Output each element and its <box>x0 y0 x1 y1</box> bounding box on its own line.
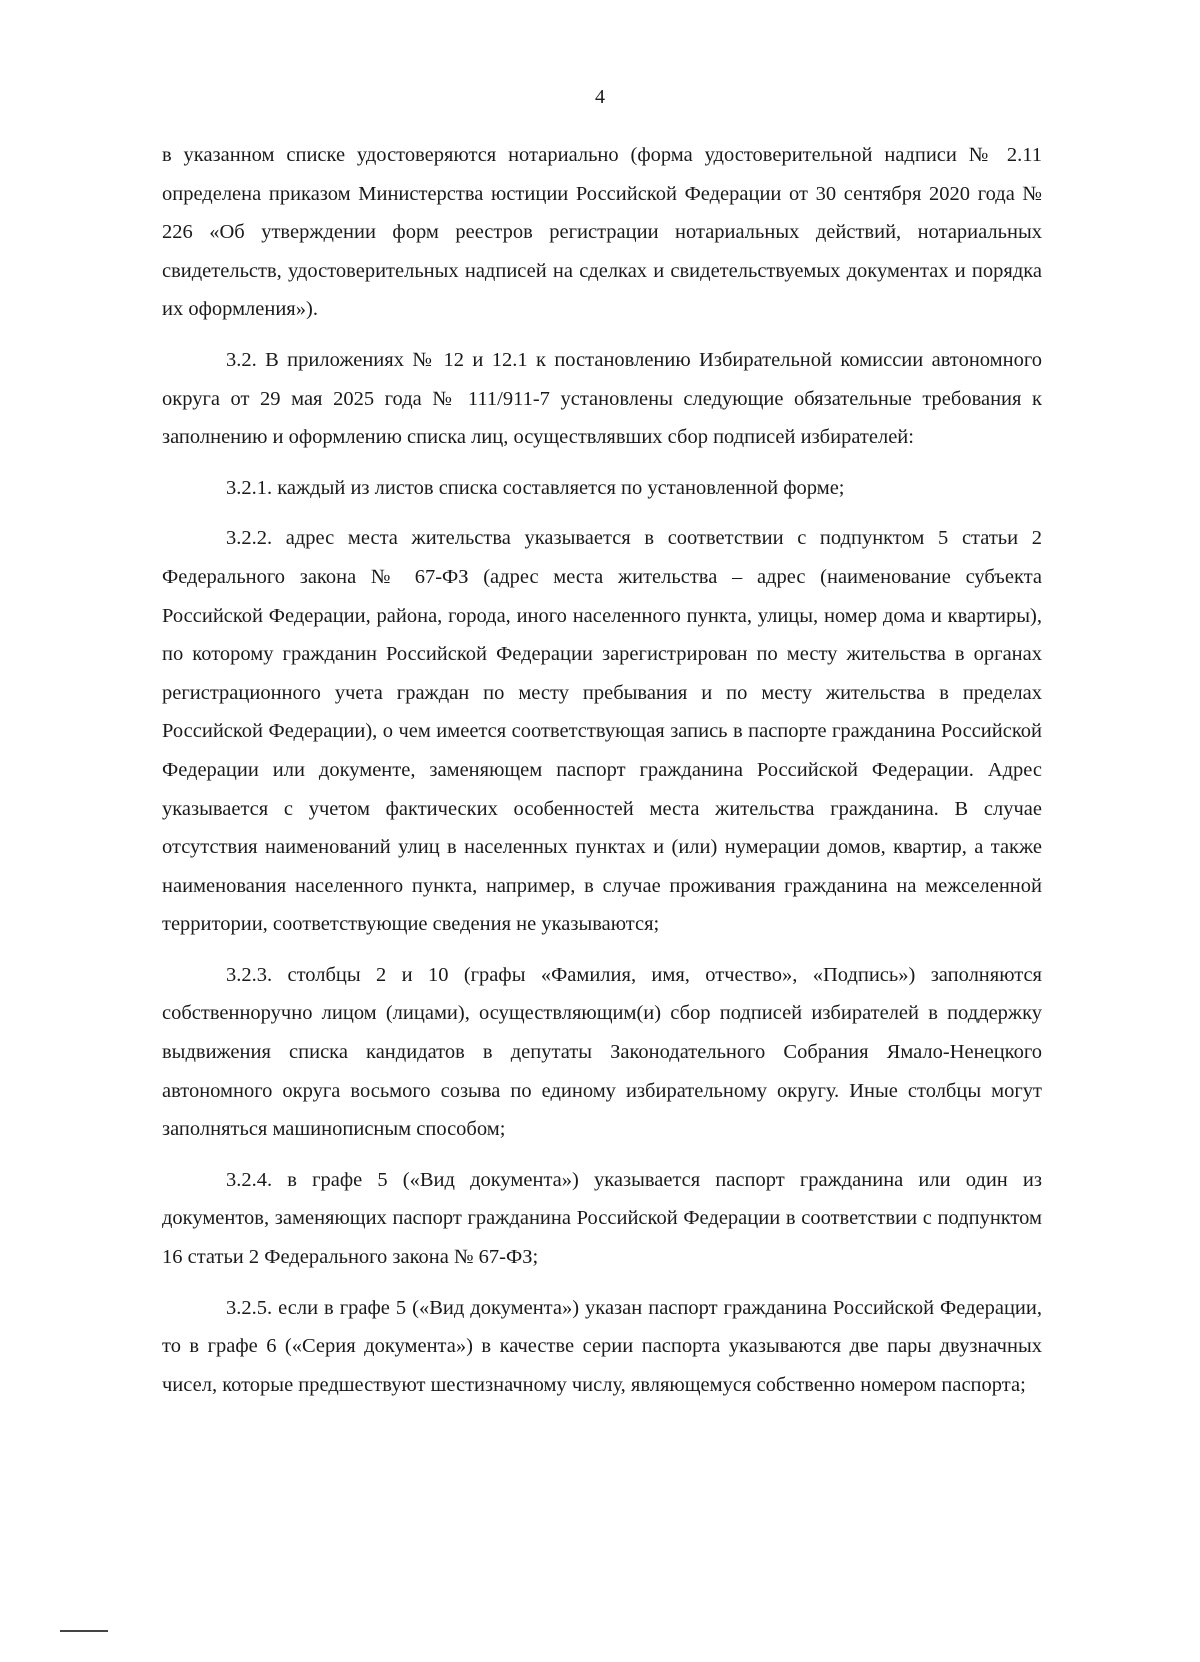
page-number: 4 <box>595 86 605 108</box>
footer-divider <box>60 1630 108 1632</box>
paragraph-3-2-3: 3.2.3. столбцы 2 и 10 (графы «Фамилия, имя, отчество», «Подпись») заполняются собственноручно лицом (лицами), осуществляющим(и) сбор подписей избирателей в поддержку выдвижения списка кандидатов в депутаты Законодательного Собрания Ямало-Ненецкого автономного округа восьмого созыва по единому избирательному округу. Иные столбцы могут заполняться машинописным способом; <box>162 963 1042 1141</box>
paragraph-3-2-2: 3.2.2. адрес места жительства указывается в соответствии с подпунктом 5 статьи 2 Федерального закона № 67-ФЗ (адрес места жительства – адрес (наименование субъекта Российской Федерации, района, города, иного населенного пункта, улицы, номер дома и квартиры), по которому гражданин Российской Федерации зарегистрирован по месту жительства в органах регистрационного учета граждан по месту пребывания и по месту жительства в пределах Российской Федерации), о чем имеется соответствующая запись в паспорте гражданина Российской Федерации или документе, заменяющем паспорт гражданина Российской Федерации. Адрес указывается с учетом фактических особенностей места жительства гражданина. В случае отсутствия наименований улиц в населенных пунктах и (или) нумерации домов, квартир, а также наименования населенного пункта, например, в случае проживания гражданина на межселенной территории, соответствующие сведения не указываются; <box>162 527 1042 936</box>
document-body <box>162 136 1042 1416</box>
paragraph-3-2: 3.2. В приложениях № 12 и 12.1 к постановлению Избирательной комиссии автономного округа от 29 мая 2025 года № 111/911-7 установлены следующие обязательные требования к заполнению и оформлению списка лиц, осуществлявших сбор подписей избирателей: <box>162 348 1042 449</box>
paragraph-3-2-1: 3.2.1. каждый из листов списка составляется по установленной форме; <box>226 476 845 499</box>
paragraph-3-2-5: 3.2.5. если в графе 5 («Вид документа») указан паспорт гражданина Российской Федерации, то в графе 6 («Серия документа») в качестве серии паспорта указываются две пары двузначных чисел, которые предшествуют шестизначному числу, являющемуся собственно номером паспорта; <box>162 1296 1042 1396</box>
paragraph-continuation: в указанном списке удостоверяются нотариально (форма удостоверительной надписи № 2.11 определена приказом Министерства юстиции Российской Федерации от 30 сентября 2020 года № 226 «Об утверждении форм реестров регистрации нотариальных действий, нотариальных свидетельств, удостоверительных надписей на сделках и свидетельствуемых документах и порядка их оформления»). <box>162 144 1042 321</box>
paragraph-3-2-4: 3.2.4. в графе 5 («Вид документа») указывается паспорт гражданина или один из документов, заменяющих паспорт гражданина Российской Федерации в соответствии с подпунктом 16 статьи 2 Федерального закона № 67-ФЗ; <box>162 1168 1042 1269</box>
